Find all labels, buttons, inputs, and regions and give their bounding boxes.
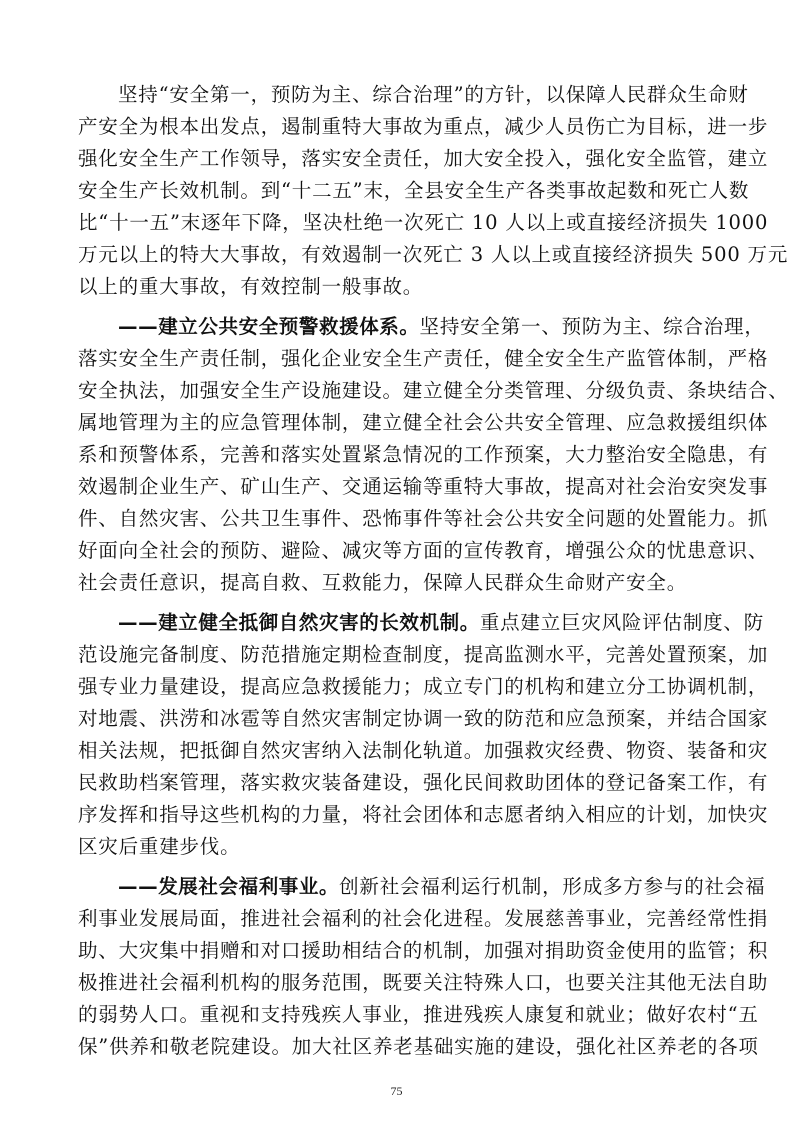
paragraph-3-line-3: 强专业力量建设，提高应急救援能力；成立专门的机构和建立分工协调机制， — [78, 675, 769, 698]
paragraph-4-line-4: 极推进社会福利机构的服务范围，既要关注特殊人口，也要关注其他无法自助 — [78, 971, 769, 994]
page-number: 75 — [390, 1084, 403, 1098]
paragraph-2-line-3: 安全执法，加强安全生产设施建设。建立健全分类管理、分级负责、条块结合、 — [78, 379, 789, 402]
paragraph-3-line-8: 区灾后重建步伐。 — [78, 835, 241, 858]
paragraph-3-line-7: 序发挥和指导这些机构的力量，将社会团体和志愿者纳入相应的计划，加快灾 — [78, 803, 769, 826]
paragraph-3-line-2: 范设施完备制度、防范措施定期检查制度，提高监测水平，完善处置预案，加 — [78, 643, 769, 666]
paragraph-4-line-3: 助、大灾集中捐赠和对口援助相结合的机制，加强对捐助资金使用的监管；积 — [78, 939, 769, 962]
paragraph-3-line-5: 相关法规，把抵御自然灾害纳入法制化轨道。加强救灾经费、物资、装备和灾 — [78, 739, 769, 762]
paragraph-1-line-5: 比“十一五”末逐年下降，坚决杜绝一次死亡 10 人以上或直接经济损失 1000 — [78, 211, 769, 234]
section-heading: ——建立公共安全预警救援体系。 — [118, 315, 420, 338]
paragraph-2-line-7: 件、自然灾害、公共卫生事件、恐怖事件等社会公共安全问题的处置能力。抓 — [78, 507, 769, 530]
paragraph-1-line-2: 产安全为根本出发点，遏制重特大事故为重点，减少人员伤亡为目标，进一步 — [78, 115, 769, 138]
paragraph-4-lead: 创新社会福利运行机制，形成多方参与的社会福 — [339, 875, 766, 898]
paragraph-4-line-2: 利事业发展局面，推进社会福利的社会化进程。发展慈善事业，完善经常性捐 — [78, 907, 769, 930]
paragraph-3-line-4: 对地震、洪涝和冰雹等自然灾害制定协调一致的防范和应急预案，并结合国家 — [78, 707, 769, 730]
paragraph-3-lead: 重点建立巨灾风险评估制度、防 — [479, 611, 765, 634]
paragraph-3-line-1 — [118, 607, 765, 639]
paragraph-4-line-6: 保”供养和敬老院建设。加大社区养老基础实施的建设，强化社区养老的各项 — [78, 1035, 759, 1058]
paragraph-3-line-6: 民救助档案管理，落实救灾装备建设，强化民间救助团体的登记备案工作，有 — [78, 771, 769, 794]
paragraph-1-line-6: 万元以上的特大大事故，有效遏制一次死亡 3 人以上或直接经济损失 500 万元 — [78, 243, 789, 266]
paragraph-2-line-2: 落实安全生产责任制，强化企业安全生产责任，健全安全生产监管体制，严格 — [78, 347, 769, 370]
paragraph-2-line-8: 好面向全社会的预防、避险、减灾等方面的宣传教育，增强公众的忧患意识、 — [78, 539, 769, 562]
paragraph-1-line-1: 坚持“安全第一，预防为主、综合治理”的方针，以保障人民群众生命财 — [118, 83, 749, 106]
paragraph-2-line-6: 效遏制企业生产、矿山生产、交通运输等重特大事故，提高对社会治安突发事 — [78, 475, 769, 498]
paragraph-1-line-4: 安全生产长效机制。到“十二五”末，全县安全生产各类事故起数和死亡人数 — [78, 179, 750, 202]
paragraph-1-line-7: 以上的重大事故，有效控制一般事故。 — [78, 275, 424, 298]
section-heading: ——建立健全抵御自然灾害的长效机制。 — [118, 611, 480, 634]
section-heading: ——发展社会福利事业。 — [118, 875, 340, 898]
paragraph-4-line-5: 的弱势人口。重视和支持残疾人事业，推进残疾人康复和就业；做好农村“五 — [78, 1003, 759, 1026]
paragraph-4-line-1 — [118, 871, 766, 903]
paragraph-2-lead: 坚持安全第一、预防为主、综合治理， — [419, 315, 765, 338]
paragraph-2-line-4: 属地管理为主的应急管理体制，建立健全社会公共安全管理、应急救援组织体 — [78, 411, 769, 434]
paragraph-2-line-5: 系和预警体系，完善和落实处置紧急情况的工作预案，大力整治安全隐患，有 — [78, 443, 769, 466]
paragraph-2-line-1 — [118, 311, 765, 343]
paragraph-2-line-9: 社会责任意识，提高自救、互救能力，保障人民群众生命财产安全。 — [78, 571, 688, 594]
paragraph-1-line-3: 强化安全生产工作领导，落实安全责任，加大安全投入，强化安全监管，建立 — [78, 147, 769, 170]
